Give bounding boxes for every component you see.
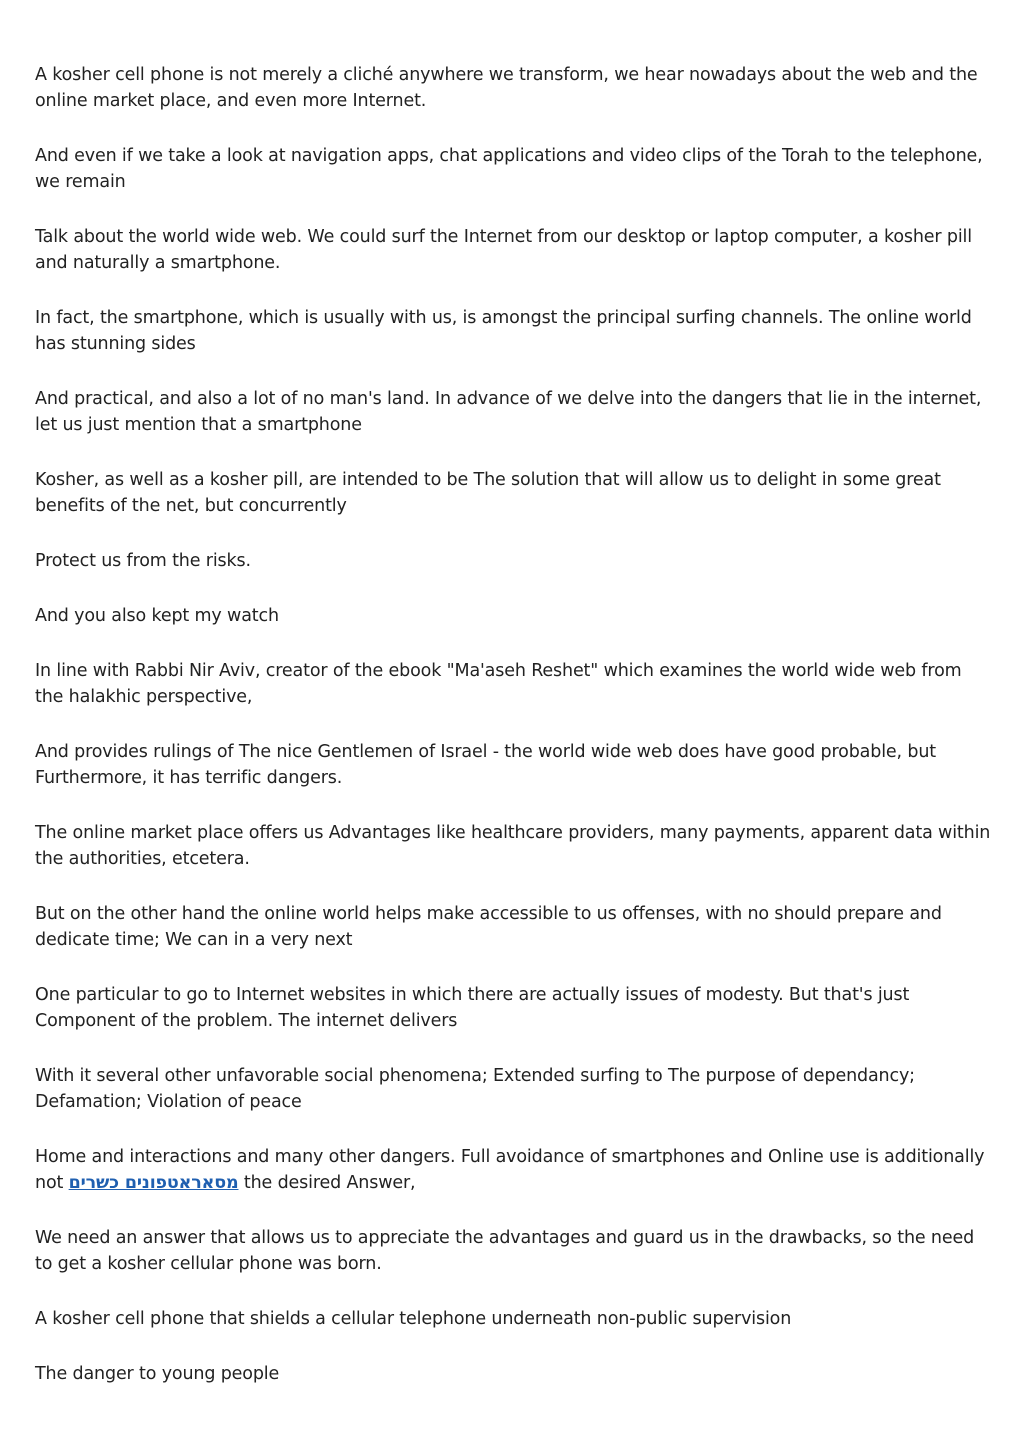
paragraph-18: The danger to young people bbox=[35, 1364, 280, 1384]
paragraph-2: And even if we take a look at navigation apps, chat applications and video clips of the Torah to the telephone, we remain bbox=[35, 146, 983, 192]
paragraph-8: And you also kept my watch bbox=[35, 606, 279, 626]
paragraph-15-text-before: Home and interactions and many other dangers. Full avoidance of smartphones and Online use is additionally not bbox=[35, 1147, 985, 1193]
paragraph-9: In line with Rabbi Nir Aviv, creator of the ebook "Ma'aseh Reshet" which examines the world wide web from the halakhic perspective, bbox=[35, 661, 962, 707]
paragraph-1: A kosher cell phone is not merely a cliché anywhere we transform, we hear nowadays about the web and the online market place, and even more Internet. bbox=[35, 65, 978, 111]
paragraph-16: We need an answer that allows us to appreciate the advantages and guard us in the drawbacks, so the need to get a kosher cellular phone was born. bbox=[35, 1228, 975, 1274]
paragraph-6: Kosher, as well as a kosher pill, are intended to be The solution that will allow us to delight in some great benefits of the net, but concurrently bbox=[35, 470, 941, 516]
paragraph-17: A kosher cell phone that shields a cellular telephone underneath non-public supervision bbox=[35, 1309, 792, 1329]
paragraph-13: One particular to go to Internet websites in which there are actually issues of modesty. But that's just Component of the problem. The internet delivers bbox=[35, 985, 910, 1031]
paragraph-7: Protect us from the risks. bbox=[35, 551, 251, 571]
kosher-smartphones-link[interactable]: מסאראטפונים כשרים bbox=[68, 1173, 239, 1193]
paragraph-10: And provides rulings of The nice Gentlemen of Israel - the world wide web does have good probable, but Furthermore, it has terrific dangers. bbox=[35, 742, 936, 788]
article-body bbox=[35, 62, 995, 1416]
paragraph-12: But on the other hand the online world helps make accessible to us offenses, with no should prepare and dedicate time; We can in a very next bbox=[35, 904, 942, 950]
paragraph-15-text-after: the desired Answer, bbox=[238, 1173, 416, 1193]
paragraph-3: Talk about the world wide web. We could surf the Internet from our desktop or laptop computer, a kosher pill and naturally a smartphone. bbox=[35, 227, 972, 273]
paragraph-5: And practical, and also a lot of no man's land. In advance of we delve into the dangers that lie in the internet, let us just mention that a smartphone bbox=[35, 389, 982, 435]
paragraph-4: In fact, the smartphone, which is usually with us, is amongst the principal surfing channels. The online world has stunning sides bbox=[35, 308, 972, 354]
paragraph-15 bbox=[35, 1144, 995, 1196]
paragraph-11: The online market place offers us Advantages like healthcare providers, many payments, apparent data within the authorities, etcetera. bbox=[35, 823, 991, 869]
paragraph-14: With it several other unfavorable social phenomena; Extended surfing to The purpose of dependancy; Defamation; Violation of peace bbox=[35, 1066, 915, 1112]
